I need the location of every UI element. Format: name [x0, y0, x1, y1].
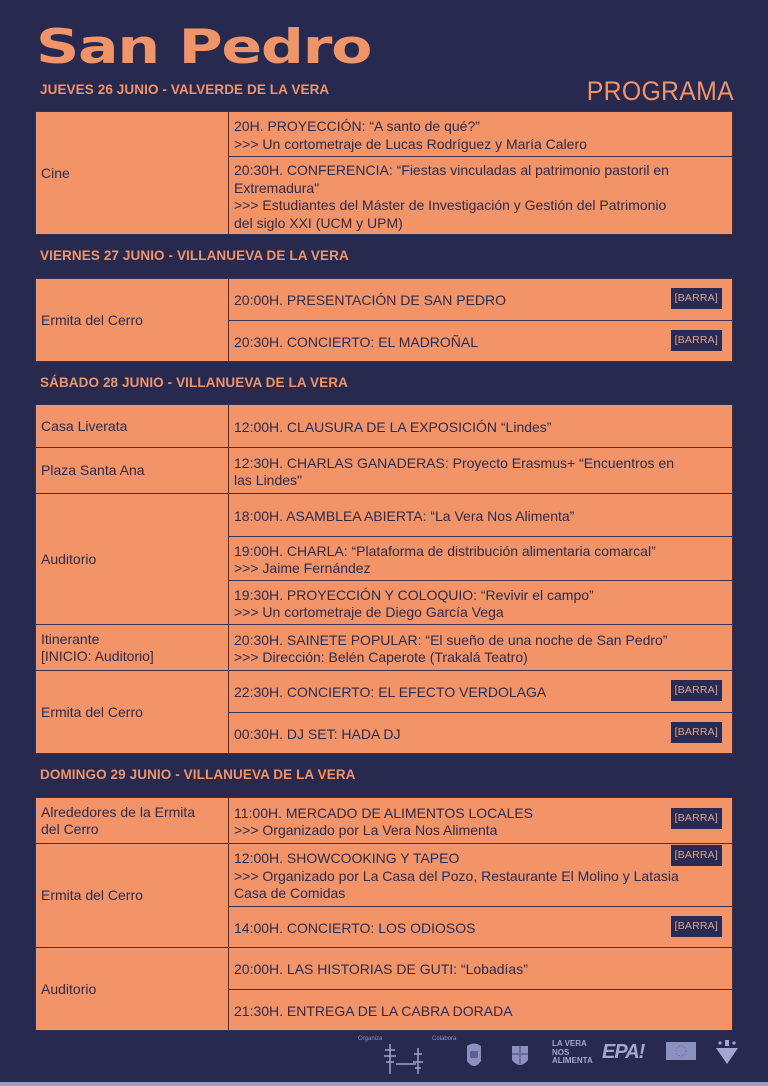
venue-row: [36, 843, 732, 947]
event-title: 20:30H. SAINETE POPULAR: “El sueño de una noche de San Pedro”: [234, 631, 668, 648]
event-title: 19:00H. CHARLA: “Plataforma de distribución alimentaria comarcal”: [234, 542, 656, 559]
barra-badge: [BARRA]: [671, 330, 722, 351]
event-item: [229, 625, 732, 670]
diputacion-caceres-logo: [714, 1040, 740, 1072]
epa-logo: EPA!: [602, 1041, 645, 1063]
venue-cell: [36, 112, 229, 234]
venue-cell: [36, 405, 229, 447]
event-detail: >>> Organizado por La Casa del Pozo, Restaurante El Molino y Latasia: [234, 867, 679, 884]
schedule-block-saturday: [35, 404, 733, 754]
venue-name: Plaza Santa Ana: [41, 462, 145, 478]
event-title: 20:00H. PRESENTACIÓN DE SAN PEDRO: [234, 292, 507, 309]
event-detail-cont: Casa de Comidas: [234, 885, 346, 902]
event-title: 11:00H. MERCADO DE ALIMENTOS LOCALES: [234, 804, 534, 821]
venue-row: [36, 493, 732, 624]
eu-flag-logo: [666, 1042, 696, 1066]
venue-name: Itinerante: [41, 630, 100, 647]
venue-row: [36, 447, 732, 493]
day-heading-saturday: SÁBADO 28 JUNIO - VILLANUEVA DE LA VERA: [40, 375, 348, 390]
venue-cell: [36, 279, 229, 361]
el-cerrojo-logo: [380, 1042, 430, 1078]
venue-cell: [36, 948, 229, 1030]
venue-name: Alrededores de la Ermita: [41, 803, 196, 820]
venue-row: [36, 670, 732, 753]
sponsor-logos: [340, 1034, 768, 1078]
event-detail: >>> Un cortometraje de Lucas Rodríguez y María Calero: [234, 135, 587, 152]
event-title: 14:00H. CONCIERTO: LOS ODIOSOS: [234, 919, 476, 936]
venue-row: [36, 405, 732, 447]
event-item: [229, 405, 732, 447]
event-title: 22:30H. CONCIERTO: EL EFECTO VERDOLAGA: [234, 684, 547, 700]
venue-name-cont: del Cerro: [41, 820, 99, 837]
venue-row: [36, 947, 732, 1030]
venue-row: [36, 112, 732, 234]
barra-badge: [BARRA]: [671, 288, 722, 309]
venue-cell: [36, 671, 229, 753]
event-item: [229, 580, 732, 624]
venue-name: Auditorio: [41, 550, 97, 567]
event-title: 18:00H. ASAMBLEA ABIERTA: “La Vera Nos Alimenta”: [234, 507, 575, 524]
event-title: 00:30H. DJ SET: HADA DJ: [234, 725, 401, 742]
event-detail: >>> Dirección: Belén Caperote (Trakalá Teatro): [234, 649, 528, 665]
venue-name: Ermita del Cerro: [41, 887, 143, 903]
event-item: [229, 279, 732, 320]
event-item: [229, 448, 732, 493]
venue-name: Ermita del Cerro: [41, 311, 143, 328]
event-title-cont: Extremadura": [234, 179, 320, 196]
venue-cell: [36, 798, 229, 843]
venue-row: [36, 624, 732, 670]
event-item: [229, 156, 732, 234]
event-title: 20H. PROYECCIÓN: “A santo de qué?”: [234, 118, 480, 134]
event-item: [229, 844, 732, 906]
event-detail: >>> Un cortometraje de Diego García Vega: [234, 604, 504, 621]
event-title: 19:30H. PROYECCIÓN Y COLOQUIO: “Revivir el campo”: [234, 586, 594, 603]
venue-name: Cine: [41, 164, 70, 181]
event-item: [229, 906, 732, 947]
page-title: San Pedro: [36, 20, 372, 75]
event-item: [229, 536, 732, 581]
barra-badge: [BARRA]: [671, 722, 722, 743]
event-title: 12:00H. SHOWCOOKING Y TAPEO: [234, 850, 460, 867]
event-detail: >>> Estudiantes del Máster de Investigación y Gestión del Patrimonio: [234, 197, 667, 213]
venue-row: [36, 279, 732, 361]
day-heading-friday: VIERNES 27 JUNIO - VILLANUEVA DE LA VERA: [40, 248, 349, 263]
event-item: [229, 712, 732, 754]
event-detail: >>> Jaime Fernández: [234, 560, 371, 576]
barra-badge: [BARRA]: [671, 808, 722, 829]
barra-badge: [BARRA]: [671, 680, 722, 701]
venue-cell: [36, 494, 229, 624]
venue-cell: [36, 625, 229, 670]
venue-name: Ermita del Cerro: [41, 703, 143, 720]
day-heading-thursday: JUEVES 26 JUNIO - VALVERDE DE LA VERA: [40, 82, 330, 97]
event-item: [229, 320, 732, 361]
event-title: 12:30H. CHARLAS GANADERAS: Proyecto Erasmus+ “Encuentros en: [234, 454, 675, 471]
event-title: 20:30H. CONCIERTO: EL MADROÑAL: [234, 333, 479, 350]
event-item: [229, 989, 732, 1031]
venue-cell: [36, 844, 229, 947]
event-detail-cont: del siglo XXI (UCM y UPM): [234, 214, 403, 231]
event-item: [229, 494, 732, 536]
barra-badge: [BARRA]: [671, 916, 722, 937]
venue-cell: [36, 448, 229, 493]
venue-name: Auditorio: [41, 980, 97, 997]
day-heading-sunday: DOMINGO 29 JUNIO - VILLANUEVA DE LA VERA: [40, 767, 356, 782]
colabora-label: Colabora: [432, 1036, 457, 1042]
organiza-label: Organiza: [358, 1036, 383, 1042]
event-detail: >>> Organizado por La Vera Nos Alimenta: [234, 822, 498, 838]
event-title: 20:00H. LAS HISTORIAS DE GUTI: “Lobadías”: [234, 961, 528, 977]
programa-label: PROGRAMA: [586, 76, 734, 106]
venue-name-note: [INICIO: Auditorio]: [41, 647, 154, 664]
event-item: [229, 948, 732, 989]
schedule-block-sunday: [35, 797, 733, 1031]
bottom-strip: [0, 1082, 768, 1086]
event-title: 12:00H. CLAUSURA DE LA EXPOSICIÓN “Lindes”: [234, 418, 552, 435]
event-title-cont: las Lindes": [234, 472, 303, 488]
schedule-block-thursday: [35, 111, 733, 235]
venue-name: Casa Liverata: [41, 417, 128, 434]
ayuntamiento-shield-2-icon: [510, 1044, 530, 1072]
event-item: [229, 671, 732, 712]
event-item: [229, 798, 732, 843]
schedule-block-friday: [35, 278, 733, 362]
event-title: 20:30H. CONFERENCIA: “Fiestas vinculadas al patrimonio pastoril en: [234, 162, 669, 178]
venue-row: [36, 798, 732, 843]
barra-badge: [BARRA]: [671, 845, 722, 866]
event-item: [229, 112, 732, 156]
la-vera-nos-alimenta-logo: LA VERA NOS ALIMENTA: [552, 1039, 593, 1065]
event-title: 21:30H. ENTREGA DE LA CABRA DORADA: [234, 1002, 513, 1019]
ayuntamiento-shield-1-icon: [464, 1041, 484, 1073]
